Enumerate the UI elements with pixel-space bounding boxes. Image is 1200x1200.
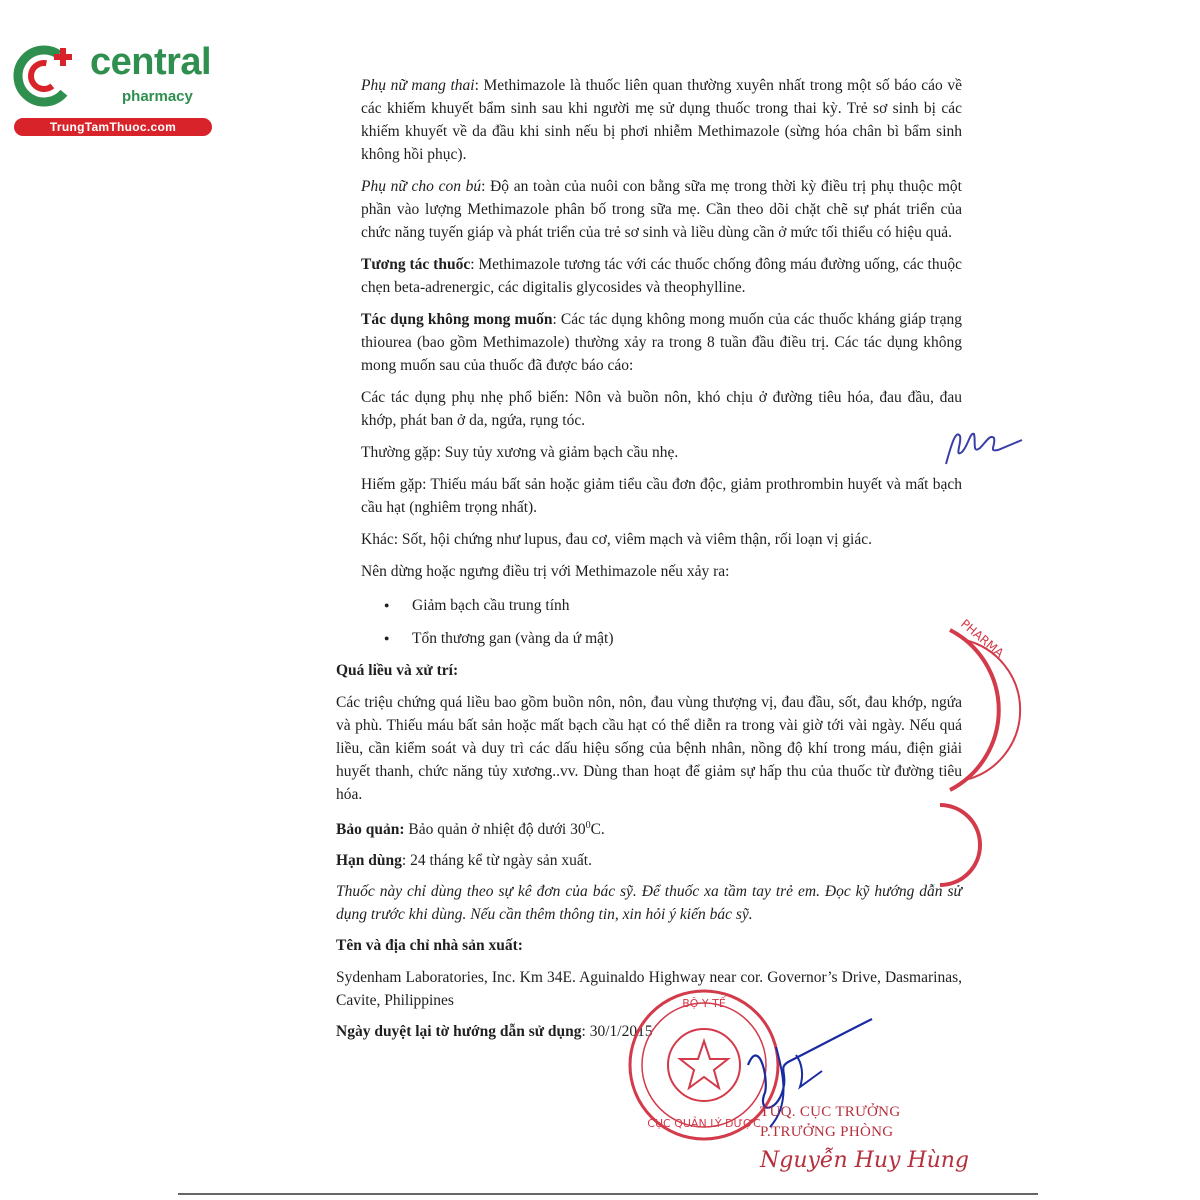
other-paragraph: Khác: Sốt, hội chứng như lupus, đau cơ, viêm mạch và viêm thận, rối loạn vị giác. xyxy=(361,531,872,548)
storage-label: Bảo quản: xyxy=(336,821,405,839)
review-label: Ngày duyệt lại tờ hướng dẫn sử dụng xyxy=(336,1023,582,1041)
central-pharmacy-logo xyxy=(10,38,220,138)
rare-paragraph: Hiếm gặp: Thiếu máu bất sản hoặc giảm tiểu cầu đơn độc, giảm prothrombin huyết và mất bạch cầu hạt (nghiêm trọng nhất). xyxy=(361,476,962,516)
interactions-label: Tương tác thuốc xyxy=(361,256,471,273)
pregnant-label: Phụ nữ mang thai xyxy=(361,77,475,94)
expiry-paragraph xyxy=(336,849,962,872)
overdose-title: Quá liều và xử trí: xyxy=(336,662,459,679)
adverse-text: : Các tác dụng không mong muốn của các thuốc kháng giáp trạng thiourea (bao gồm Methimazole) thường xảy ra trong 8 tuần đầu điều trị. Các tác dụng không mong muốn sau của thuốc đã được báo cáo: xyxy=(361,311,962,374)
storage-text: Bảo quản ở nhiệt độ dưới 30 xyxy=(404,821,586,839)
signatory-position: P.TRƯỞNG PHÒNG xyxy=(760,1124,894,1140)
expiry-label: Hạn dùng xyxy=(336,852,402,870)
signatory-title: TUQ. CỤC TRƯỞNG xyxy=(760,1104,901,1120)
overdose-paragraph: Các triệu chứng quá liều bao gồm buồn nôn, nôn, đau vùng thượng vị, đau đầu, sốt, đau khớp, ngứa và phù. Thiếu máu bất sản hoặc mất bạch cầu hạt có thể diễn ra trong vài giờ tới vài ngày. Nếu quá liều, cần kiểm soát và duy trì các dấu hiệu sống của bệnh nhân, nồng độ khí trong máu, điện giải huyết thanh, chức năng tủy xương..vv. Dùng than hoạt để giảm sự hấp thu của thuốc từ đường tiêu hóa. xyxy=(336,694,962,803)
pregnant-text: : Methimazole là thuốc liên quan thường xuyên nhất trong một số báo cáo về các khiếm khuyết bẩm sinh sau khi người mẹ sử dụng thuốc trong thai kỳ. Trẻ sơ sinh bị các khiếm khuyết về da đầu khi sinh nếu bị phơi nhiễm Methimazole (sừng hóa chân bì bẩm sinh không hồi phục). xyxy=(361,77,962,163)
storage-degree: 0 xyxy=(585,820,591,831)
stamp-text: PHARMA xyxy=(958,616,1007,661)
signatory-name: Nguyễn Huy Hùng xyxy=(760,1148,970,1173)
adverse-label: Tác dụng không mong muốn xyxy=(361,311,553,328)
manufacturer-title: Tên và địa chỉ nhà sản xuất: xyxy=(336,937,523,955)
document-body xyxy=(336,74,962,1043)
right-edge-stamp xyxy=(940,600,1030,890)
logo-subtitle: pharmacy xyxy=(122,88,193,105)
breastfeeding-text: : Độ an toàn của nuôi con bằng sữa mẹ trong thời kỳ điều trị phụ thuộc một phần vào lượng Methimazole phân bố trong sữa mẹ. Cần theo dõi chặt chẽ sự phát triển của chức năng tuyến giáp và phát triển của trẻ sơ sinh và liều dùng cần ở mức tối thiểu có hiệu quả. xyxy=(361,178,962,241)
list-item: ● Tổn thương gan (vàng da ứ mật) xyxy=(384,622,962,655)
review-date: : 30/1/2015 xyxy=(581,1023,653,1041)
seal-bottom-text: CỤC QUẢN LÝ DƯỢC xyxy=(647,1117,761,1130)
logo-brand: central xyxy=(90,41,212,83)
breastfeeding-paragraph xyxy=(336,175,962,244)
list-item: ● Giảm bạch cầu trung tính xyxy=(384,589,962,622)
stop-intro: Nên dừng hoặc ngưng điều trị với Methimazole nếu xảy ra: xyxy=(361,563,730,580)
frequent-paragraph: Thường gặp: Suy tủy xương và giảm bạch cầu nhẹ. xyxy=(361,444,679,461)
manufacturer-paragraph: Sydenham Laboratories, Inc. Km 34E. Aguinaldo Highway near cor. Governor’s Drive, Dasmarinas, Cavite, Philippines xyxy=(336,969,962,1010)
signatory-block xyxy=(760,1102,1000,1173)
breastfeeding-label: Phụ nữ cho con bú xyxy=(361,178,482,195)
storage-unit: C. xyxy=(590,821,605,839)
scan-edge-divider xyxy=(178,1193,1038,1195)
pharmacy-cross-icon xyxy=(10,38,84,112)
initials-signature-icon xyxy=(938,412,1028,472)
interactions-text: : Methimazole tương tác với các thuốc chống đông máu đường uống, các thuộc chẹn beta-adrenergic, các digitalis glycosides và theophylline. xyxy=(361,256,962,296)
adverse-paragraph xyxy=(336,308,962,377)
seal-top-text: BỘ Y TẾ xyxy=(682,997,726,1010)
storage-paragraph xyxy=(336,814,962,841)
common-mild-paragraph: Các tác dụng phụ nhẹ phổ biến: Nôn và buồn nôn, khó chịu ở đường tiêu hóa, đau đầu, đau khớp, phát ban ở da, ngứa, rụng tóc. xyxy=(361,389,962,429)
logo-website: TrungTamThuoc.com xyxy=(14,118,212,136)
expiry-text: : 24 tháng kể từ ngày sản xuất. xyxy=(401,852,592,870)
pregnant-paragraph xyxy=(336,74,962,166)
stop-list xyxy=(336,589,962,655)
interactions-paragraph xyxy=(336,253,962,299)
warning-paragraph: Thuốc này chỉ dùng theo sự kê đơn của bác sỹ. Để thuốc xa tầm tay trẻ em. Đọc kỹ hướng dẫn sử dụng trước khi dùng. Nếu cần thêm thông tin, xin hỏi ý kiến bác sỹ. xyxy=(336,883,962,924)
